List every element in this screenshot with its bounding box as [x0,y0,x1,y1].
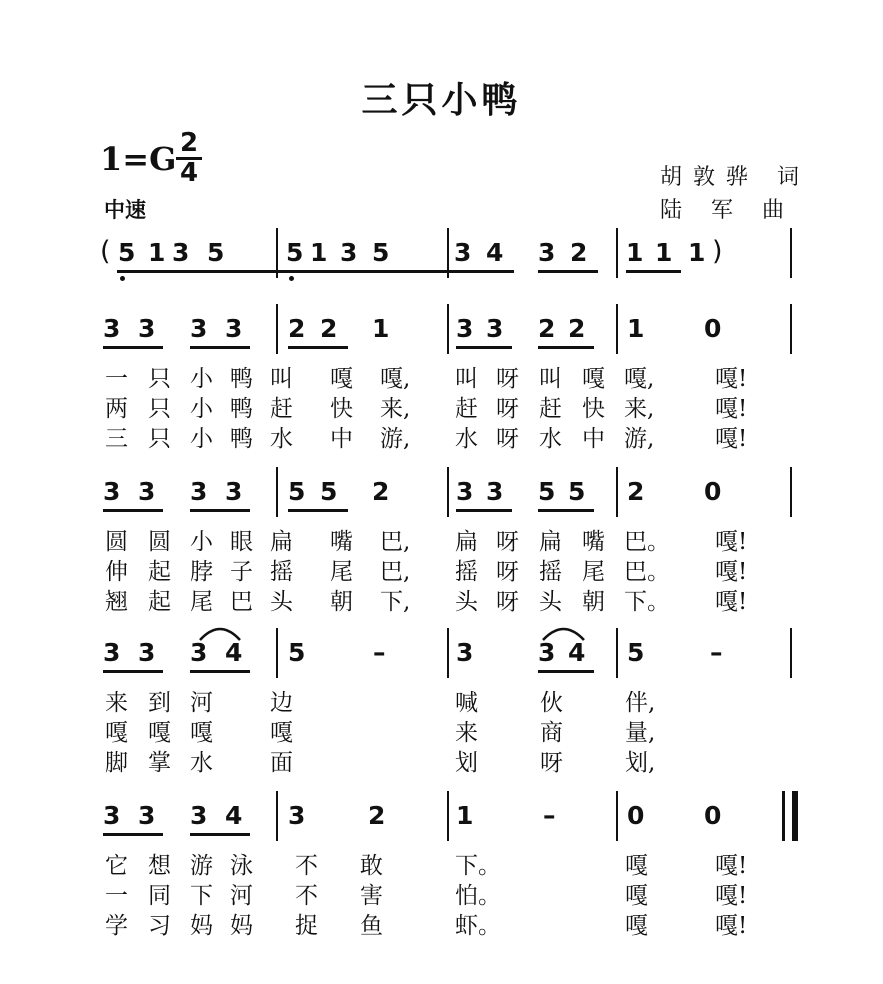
numbered-note: 0 [704,314,722,343]
lyric-char: 游 [190,853,213,879]
numbered-note: 5 [207,238,225,267]
numbered-note: 3 [486,314,504,343]
numbered-note: 2 [320,314,338,343]
numbered-note: 3 [288,801,306,830]
numbered-note: 3 [172,238,190,267]
lyric-char: 河 [230,883,253,909]
lyric-char: 水 [539,426,562,452]
numbered-note: 3 [103,638,121,667]
lyric-char: 掌 [148,750,171,776]
numbered-note: 0 [704,477,722,506]
numbered-note: 5 [118,238,136,267]
numbered-note: 1 [456,801,474,830]
numbered-note: 1 [372,314,390,343]
paren-mark: ) [712,236,723,267]
numbered-note: 2 [372,477,390,506]
lyric-char: 泳 [230,853,253,879]
lyric-char: 赶 [455,396,478,422]
lyric-char: 嘎 [625,883,648,909]
lyric-char: 只 [148,426,171,452]
lyric-char: 三 [105,426,128,452]
numbered-note: 3 [538,238,556,267]
song-title: 三只小鸭 [361,80,522,121]
numbered-note: 3 [103,801,121,830]
lyric-char: 喊 [455,690,478,716]
lyric-char: 朝 [330,589,353,615]
lyric-char: 游, [624,426,655,452]
lyric-char: 水 [270,426,293,452]
lyric-char: 捉 [295,913,318,939]
lyric-char: 伴, [625,690,656,716]
lyric-char: 划 [455,750,478,776]
lyric-char: 鸭 [230,366,253,392]
lyric-char: 怕。 [455,883,501,909]
lyric-char: 中 [582,426,605,452]
lyric-char: 呀 [540,750,563,776]
lyric-char: 嘎 [330,366,353,392]
numbered-note: 3 [340,238,358,267]
lyric-char: 嘎 [148,720,171,746]
lyric-char: 巴, [380,559,411,585]
lyric-char: 摇 [455,559,478,585]
lyric-char: 它 [105,853,128,879]
paren-mark: ( [100,236,111,267]
lyric-char: 赶 [539,396,562,422]
lyric-char: 同 [148,883,171,909]
lyric-char: 下。 [455,853,501,879]
numbered-note: 5 [288,477,306,506]
numbered-note: 2 [538,314,556,343]
numbered-note: 3 [538,638,556,667]
numbered-note: 0 [627,801,645,830]
lyric-char: 小 [190,366,213,392]
lyric-char: 起 [148,559,171,585]
lyric-char: 嘎! [715,396,748,422]
time-numerator: 2 [176,130,202,160]
lyric-char: 只 [148,366,171,392]
numbered-note: 4 [225,801,243,830]
lyric-char: 叫 [270,366,293,392]
lyric-char: 巴。 [624,529,670,555]
lyric-char: 脚 [105,750,128,776]
lyric-char: 嘎, [624,366,655,392]
lyric-char: 扁 [455,529,478,555]
lyric-char: 鸭 [230,396,253,422]
numbered-note: 4 [568,638,586,667]
lyric-char: 小 [190,529,213,555]
numbered-note: 3 [225,314,243,343]
numbered-note: 1 [688,238,706,267]
numbered-note: 3 [190,314,208,343]
lyric-char: 嘎 [582,366,605,392]
lyric-char: 嘎 [625,913,648,939]
lyric-char: 快 [582,396,605,422]
numbered-note: 5 [372,238,390,267]
lyric-char: 伙 [540,690,563,716]
lyric-char: 呀 [496,396,519,422]
lyric-char: 叫 [455,366,478,392]
lyric-char: 嘎! [715,853,748,879]
lyric-char: 划, [625,750,656,776]
lyric-char: 呀 [496,589,519,615]
lyric-char: 头 [539,589,562,615]
lyric-char: 圆 [105,529,128,555]
numbered-note: 4 [486,238,504,267]
numbered-note: 2 [568,314,586,343]
numbered-note: 3 [456,477,474,506]
lyric-char: 敢 [360,853,383,879]
lyric-char: 巴。 [624,559,670,585]
lyric-char: 学 [105,913,128,939]
lyric-char: 脖 [190,559,213,585]
lyric-char: 尾 [582,559,605,585]
lyric-char: 两 [105,396,128,422]
lyric-char: 嘎 [270,720,293,746]
composer-credit: 陆 军 曲 [660,198,795,223]
lyric-char: 嘎 [625,853,648,879]
lyric-char: 呀 [496,559,519,585]
lyric-char: 嘎, [380,366,411,392]
lyric-char: 来, [624,396,655,422]
lyric-char: 嘎 [190,720,213,746]
numbered-note: 5 [286,238,304,267]
lyric-char: 中 [330,426,353,452]
numbered-note: 3 [138,477,156,506]
lyric-char: 呀 [496,529,519,555]
lyric-char: 嘎! [715,913,748,939]
numbered-note: – [373,638,386,667]
slur-arc [200,629,240,640]
lyric-char: 水 [455,426,478,452]
lyric-char: 小 [190,396,213,422]
numbered-note: 3 [103,314,121,343]
numbered-note: 3 [190,638,208,667]
lyric-char: 面 [270,750,293,776]
lyric-char: 嘎 [105,720,128,746]
lyric-char: 朝 [582,589,605,615]
lyric-char: 到 [148,690,171,716]
numbered-note: 1 [310,238,328,267]
lyric-char: 圆 [148,529,171,555]
lyric-char: 摇 [270,559,293,585]
numbered-note: 5 [288,638,306,667]
tempo-marking: 中速 [104,198,146,222]
numbered-note: 2 [627,477,645,506]
numbered-note: 3 [190,477,208,506]
time-denominator: 4 [179,158,199,188]
lyric-char: 子 [230,559,253,585]
lyric-char: 尾 [190,589,213,615]
numbered-note: 0 [704,801,722,830]
numbered-note: 2 [368,801,386,830]
numbered-note: 3 [225,477,243,506]
slur-arc [543,629,584,640]
lyric-char: 扁 [539,529,562,555]
lyric-char: 嘎! [715,589,748,615]
lyric-char: 巴, [380,529,411,555]
numbered-note: 2 [288,314,306,343]
lyric-char: 只 [148,396,171,422]
numbered-note: 3 [190,801,208,830]
lyric-char: 不 [295,883,318,909]
numbered-note: 3 [138,314,156,343]
lyric-char: 水 [190,750,213,776]
lyric-char: 呀 [496,426,519,452]
lyric-char: 来 [105,690,128,716]
numbered-note: 3 [486,477,504,506]
lyric-char: 妈 [190,913,213,939]
lyric-char: 游, [380,426,411,452]
lyric-char: 翘 [105,589,128,615]
lyric-char: 一 [105,883,128,909]
lyric-char: 小 [190,426,213,452]
lyric-char: 嘎! [715,559,748,585]
numbered-note: 3 [103,477,121,506]
lyric-char: 头 [270,589,293,615]
numbered-note: 2 [570,238,588,267]
lyric-char: 下, [380,589,411,615]
lyric-char: 嘴 [582,529,605,555]
numbered-note: 5 [320,477,338,506]
lyric-char: 嘎! [715,426,748,452]
numbered-note: 5 [568,477,586,506]
lyric-char: 妈 [230,913,253,939]
lyric-char: 赶 [270,396,293,422]
numbered-note: 3 [138,801,156,830]
numbered-note: – [543,801,556,830]
lyric-char: 眼 [230,529,253,555]
lyric-char: 起 [148,589,171,615]
lyric-char: 不 [295,853,318,879]
lyric-char: 摇 [539,559,562,585]
lyric-char: 伸 [105,559,128,585]
lyric-char: 嘎! [715,883,748,909]
lyric-char: 嘎! [715,529,748,555]
lyric-char: 嘴 [330,529,353,555]
lyric-char: 尾 [330,559,353,585]
numbered-note: 5 [538,477,556,506]
lyric-char: 快 [330,396,353,422]
numbered-note: 1 [627,314,645,343]
lyricist-credit: 胡敦骅 词 [660,165,810,190]
lyric-char: 扁 [270,529,293,555]
numbered-note: 1 [655,238,673,267]
lyric-char: 来 [455,720,478,746]
lyric-char: 虾。 [455,913,501,939]
lyric-char: 嘎! [715,366,748,392]
key-signature: 1=G [100,140,177,178]
lyric-char: 鸭 [230,426,253,452]
lyric-char: 害 [360,883,383,909]
lyric-char: 巴 [230,589,253,615]
lyric-char: 河 [190,690,213,716]
lyric-char: 一 [105,366,128,392]
lyric-char: 叫 [539,366,562,392]
lyric-char: 下。 [624,589,670,615]
lyric-char: 习 [148,913,171,939]
numbered-note: 3 [456,314,474,343]
numbered-note: 3 [454,238,472,267]
lyric-char: 商 [540,720,563,746]
lyric-char: 边 [270,690,293,716]
lyric-char: 想 [148,853,171,879]
lyric-char: 量, [625,720,656,746]
lyric-char: 呀 [496,366,519,392]
numbered-note: 5 [627,638,645,667]
numbered-note: 3 [456,638,474,667]
numbered-note: 3 [138,638,156,667]
numbered-note: 4 [225,638,243,667]
numbered-note: 1 [148,238,166,267]
numbered-note: – [710,638,723,667]
numbered-note: 1 [626,238,644,267]
lyric-char: 下 [190,883,213,909]
lyric-char: 来, [380,396,411,422]
lyric-char: 头 [455,589,478,615]
lyric-char: 鱼 [360,913,383,939]
